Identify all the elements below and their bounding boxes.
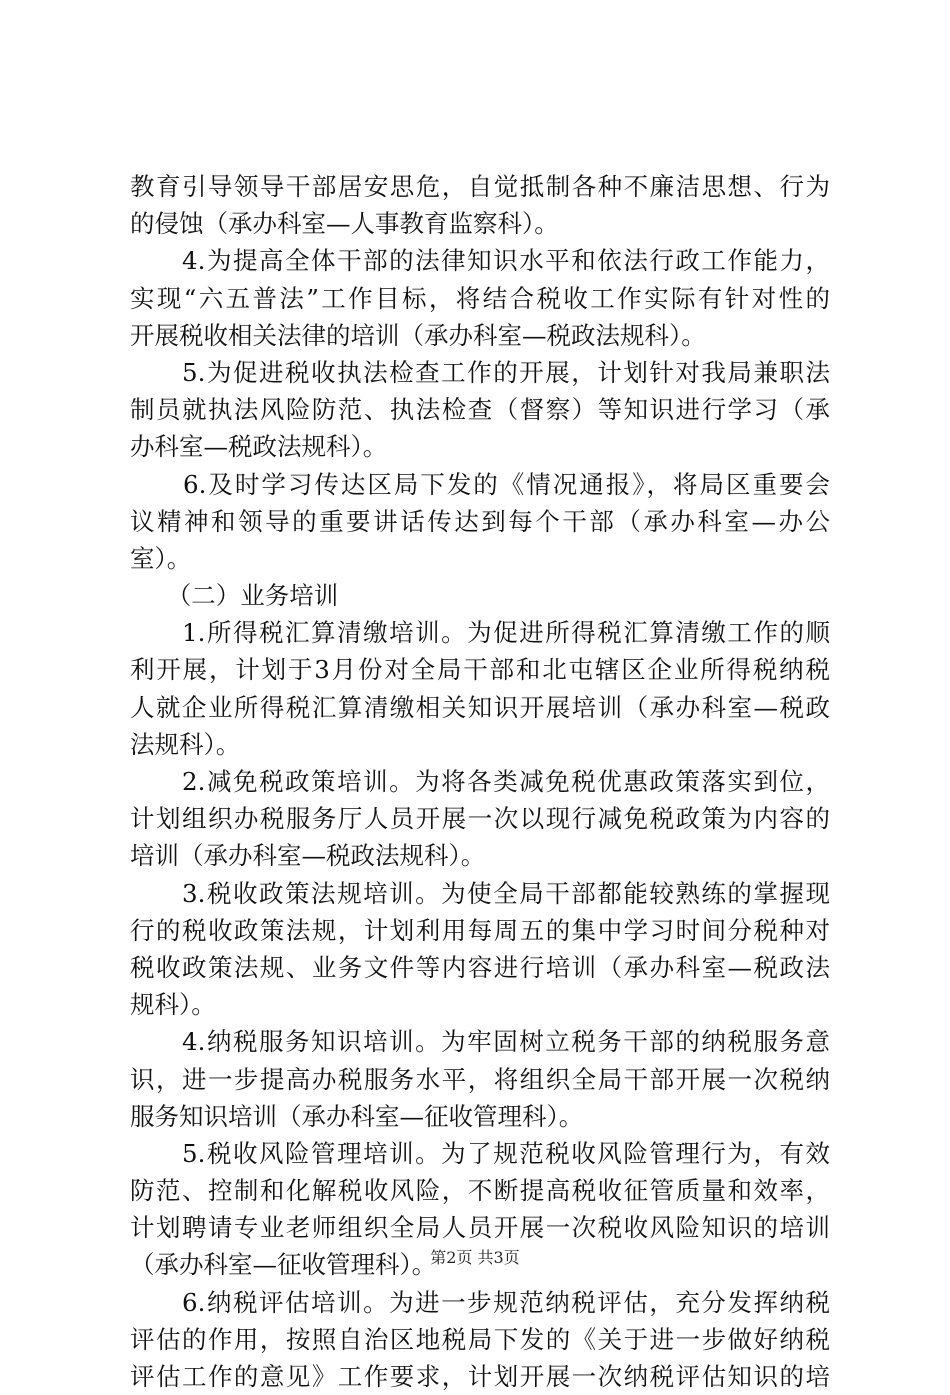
text-line: 5.为促进税收执法检查工作的开展，计划针对我局兼职法 (130, 357, 830, 387)
text-line: 5.税收风险管理培训。为了规范税收风险管理行为，有效 (130, 1138, 830, 1168)
text-line: 办科室—税政法规科）。 (130, 432, 388, 462)
text-line: 识，进一步提高办税服务水平，将组织全局干部开展一次税纳 (130, 1064, 830, 1094)
text-line: 1.所得税汇算清缴培训。为促进所得税汇算清缴工作的顺 (130, 618, 830, 648)
text-line: 评估工作的意见》工作要求，计划开展一次纳税评估知识的培 (130, 1362, 830, 1391)
document-body (130, 168, 830, 1395)
text-line: 法规科）。 (130, 729, 241, 759)
text-line: 4.为提高全体干部的法律知识水平和依法行政工作能力， (130, 246, 830, 276)
text-line: 评估的作用，按照自治区地税局下发的《关于进一步做好纳税 (130, 1324, 830, 1354)
text-line: 计划聘请专业老师组织全局人员开展一次税收风险知识的培训 (130, 1213, 830, 1243)
text-line: 教育引导领导干部居安思危，自觉抵制各种不廉洁思想、行为 (130, 172, 830, 201)
text-line: （二）业务培训 (130, 581, 339, 611)
text-line: 防范、控制和化解税收风险，不断提高税收征管质量和效率， (130, 1176, 830, 1206)
text-line: 计划组织办税服务厅人员开展一次以现行减免税政策为内容的 (130, 804, 830, 834)
text-line: 议精神和领导的重要讲话传达到每个干部（承办科室—办公 (130, 506, 830, 536)
text-line: 培训（承办科室—税政法规科）。 (130, 841, 486, 871)
text-line: 3.税收政策法规培训。为使全局干部都能较熟练的掌握现 (130, 878, 830, 908)
text-line: 6.及时学习传达区局下发的《情况通报》，将局区重要会 (130, 469, 830, 499)
text-line: 6.纳税评估培训。为进一步规范纳税评估，充分发挥纳税 (130, 1287, 830, 1317)
page-footer: 第2页 共3页 (430, 1248, 520, 1267)
text-line: 实现“六五普法”工作目标，将结合税收工作实际有针对性的 (130, 283, 830, 313)
text-line: 的侵蚀（承办科室—人事教育监察科）。 (130, 209, 559, 239)
text-line: 利开展，计划于3月份对全局干部和北屯辖区企业所得税纳税 (130, 655, 830, 685)
text-line: 人就企业所得税汇算清缴相关知识开展培训（承办科室—税政 (130, 692, 830, 722)
text-line: 规科）。 (130, 990, 216, 1020)
text-line: 税收政策法规、业务文件等内容进行培训（承办科室—税政法 (130, 952, 830, 982)
text-line: 服务知识培训（承办科室—征收管理科）。 (130, 1101, 584, 1131)
text-line: 4.纳税服务知识培训。为牢固树立税务干部的纳税服务意 (130, 1027, 830, 1057)
text-line: 开展税收相关法律的培训（承办科室—税政法规科）。 (130, 320, 706, 350)
text-line: 2.减免税政策培训。为将各类减免税优惠政策落实到位， (130, 767, 830, 796)
text-line: （承办科室—征收管理科）。 (130, 1250, 437, 1280)
text-line: 室）。 (130, 543, 192, 573)
text-line: 行的税收政策法规，计划利用每周五的集中学习时间分税种对 (130, 915, 830, 945)
text-line: 制员就执法风险防范、执法检查（督察）等知识进行学习（承 (130, 395, 830, 425)
